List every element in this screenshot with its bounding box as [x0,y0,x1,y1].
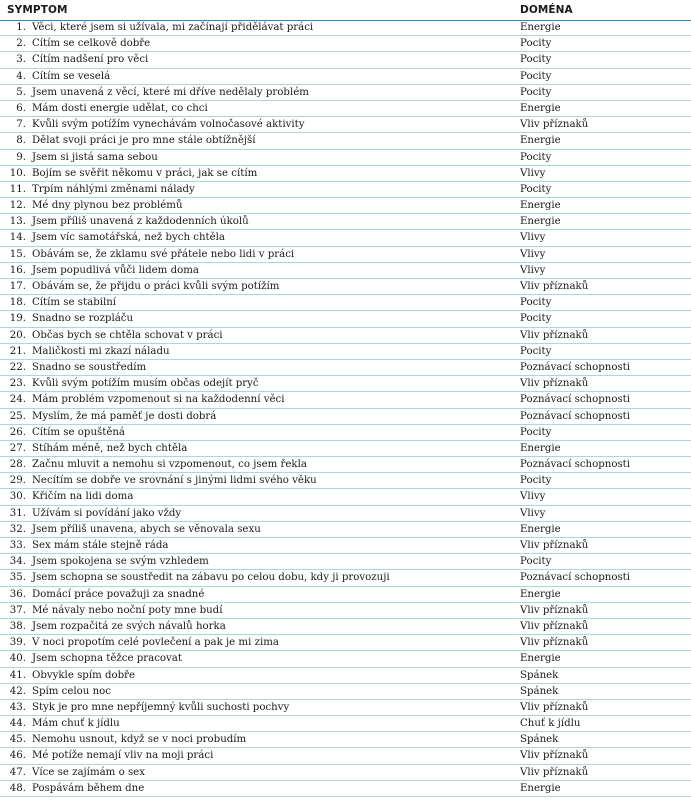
row-domain: Vlivy [520,264,546,276]
table-row [0,473,691,489]
row-symptom: Jsem unavená z věcí, které mi dříve nedělaly problém [32,86,309,98]
row-number: 37. [9,604,26,616]
row-domain: Vlivy [520,491,546,503]
row-domain: Vliv příznaků [520,766,589,778]
row-domain: Chuť k jídlu [520,718,581,730]
row-number: 6. [16,102,26,114]
table-row [0,279,691,295]
row-domain: Vliv příznaků [520,329,589,341]
table-row [0,668,691,684]
row-symptom: Jsem příliš unavena, abych se věnovala sexu [32,523,261,535]
row-number: 47. [9,766,26,778]
table-row [0,133,691,149]
row-domain: Vliv příznaků [520,750,589,762]
row-number: 5. [16,86,26,98]
table-row [0,554,691,570]
row-number: 33. [9,540,26,551]
table-row [0,328,691,344]
row-domain: Energie [520,782,561,794]
row-number: 23. [9,378,26,390]
row-symptom: Kvůli svým potížím vynechávám volnočasové aktivity [32,119,305,131]
row-symptom: Obvykle spím dobře [32,669,136,681]
table-row [0,20,691,36]
row-number: 21. [9,345,26,357]
table-row [0,166,691,182]
table-row [0,522,691,538]
row-symptom: Cítím se stabilní [32,297,117,309]
row-symptom: Bojím se svěřit někomu v práci, jak se cítím [32,167,258,179]
row-domain: Energie [520,216,561,228]
row-number: 39. [9,637,26,649]
row-domain: Vliv příznaků [520,540,589,551]
table-row [0,295,691,311]
row-number: 41. [9,669,26,681]
row-number: 46. [9,750,26,762]
row-domain: Vlivy [520,167,546,179]
table-row [0,230,691,246]
row-symptom: Mám dosti energie udělat, co chci [32,102,208,114]
table-row [0,247,691,263]
row-symptom: Myslím, že má paměť je dosti dobrá [32,410,217,422]
table-row [0,732,691,748]
table-row [0,489,691,505]
row-symptom: Domácí práce považuji za snadné [32,588,205,600]
row-symptom: Mé návaly nebo noční poty mne budí [32,604,223,616]
row-domain: Pocity [520,70,552,82]
row-symptom: Sex mám stále stejně ráda [32,540,169,551]
row-domain: Spánek [520,685,559,697]
table-row [0,684,691,700]
header-domain: DOMÉNA [520,4,573,16]
row-domain: Energie [520,442,561,454]
row-symptom: Mé potíže nemají vliv na moji práci [32,750,214,762]
row-number: 14. [9,232,26,244]
row-domain: Energie [520,135,561,147]
row-symptom: Jsem si jistá sama sebou [32,151,158,163]
table-row [0,538,691,554]
row-domain: Pocity [520,556,552,568]
row-domain: Pocity [520,297,552,309]
table-row [0,651,691,667]
row-domain: Spánek [520,669,559,681]
row-symptom: Jsem spokojena se svým vzhledem [32,556,209,568]
row-symptom: Kvůli svým potížím musím občas odejít pryč [32,378,259,390]
table-row [0,263,691,279]
row-domain: Poznávací schopnosti [520,572,631,584]
row-symptom: Začnu mluvit a nemohu si vzpomenout, co jsem řekla [32,459,307,471]
table-row [0,376,691,392]
row-domain: Pocity [520,183,552,195]
row-symptom: Křičím na lidi doma [32,491,134,503]
row-symptom: Spím celou noc [32,685,111,697]
table-row [0,117,691,133]
table-row [0,603,691,619]
table-row [0,69,691,85]
table-row [0,85,691,101]
table-row [0,311,691,327]
row-domain: Poznávací schopnosti [520,394,631,406]
row-symptom: Snadno se rozpláču [32,313,134,325]
row-number: 31. [9,507,26,519]
row-symptom: Stíhám méně, než bych chtěla [32,442,188,454]
row-number: 22. [9,361,26,373]
row-domain: Energie [520,102,561,114]
row-domain: Energie [520,588,561,600]
row-domain: Vliv příznaků [520,620,589,632]
row-domain: Poznávací schopnosti [520,410,631,422]
table-row [0,700,691,716]
row-domain: Vliv příznaků [520,701,589,713]
row-number: 30. [9,491,26,503]
table-row [0,457,691,473]
table-row [0,765,691,781]
table-row [0,392,691,408]
table-row [0,198,691,214]
row-number: 18. [9,297,26,309]
row-number: 3. [16,54,26,66]
row-symptom: Jsem schopna těžce pracovat [32,653,182,665]
table-row [0,635,691,651]
row-domain: Pocity [520,38,552,50]
row-number: 28. [9,459,26,471]
row-number: 45. [9,734,26,746]
row-domain: Pocity [520,345,552,357]
row-symptom: Nemohu usnout, když se v noci probudím [32,734,247,746]
row-symptom: Mám chuť k jídlu [32,718,120,730]
row-symptom: Užívám si povídání jako vždy [32,507,182,519]
row-number: 12. [9,200,26,212]
row-symptom: Maličkosti mi zkazí náladu [32,345,170,357]
table-row [0,409,691,425]
table-row [0,781,691,797]
row-domain: Vlivy [520,232,546,244]
row-number: 48. [9,782,26,794]
row-symptom: Cítím nadšení pro věci [32,54,149,66]
row-number: 20. [9,329,26,341]
table-row [0,150,691,166]
row-number: 34. [9,556,26,568]
row-domain: Vliv příznaků [520,604,589,616]
row-number: 13. [9,216,26,228]
row-symptom: Jsem schopna se soustředit na zábavu po celou dobu, kdy ji provozuji [32,572,390,584]
row-domain: Vliv příznaků [520,281,589,292]
row-symptom: Trpím náhlými změnami nálady [32,183,195,195]
row-domain: Vliv příznaků [520,637,589,649]
row-number: 35. [9,572,26,584]
row-number: 26. [9,426,26,438]
row-symptom: Mé dny plynou bez problémů [32,200,183,212]
table-row [0,360,691,376]
table-row [0,36,691,52]
row-domain: Pocity [520,54,552,66]
row-symptom: Věci, které jsem si užívala, mi začínají přidělávat práci [32,22,314,33]
row-domain: Pocity [520,475,552,487]
row-symptom: V noci propotím celé povlečení a pak je mi zima [32,637,279,649]
row-number: 29. [9,475,26,487]
row-number: 10. [9,167,26,179]
row-domain: Vliv příznaků [520,378,589,390]
row-number: 2. [16,38,26,50]
row-symptom: Styk je pro mne nepříjemný kvůli suchosti pochvy [32,701,290,713]
row-number: 9. [16,151,26,163]
row-number: 4. [16,70,26,82]
table-header [0,0,691,21]
row-domain: Energie [520,200,561,212]
row-domain: Pocity [520,151,552,163]
table-row [0,587,691,603]
row-number: 27. [9,442,26,454]
row-domain: Spánek [520,734,559,746]
row-symptom: Cítím se opuštěná [32,426,126,438]
row-domain: Vlivy [520,248,546,260]
row-symptom: Dělat svoji práci je pro mne stále obtížnější [32,135,256,147]
row-number: 19. [9,313,26,325]
table-row [0,619,691,635]
row-number: 1. [16,22,26,33]
row-domain: Vliv příznaků [520,119,589,131]
row-domain: Pocity [520,86,552,98]
table-row [0,506,691,522]
row-number: 43. [9,701,26,713]
table-row [0,344,691,360]
row-domain: Energie [520,523,561,535]
row-domain: Poznávací schopnosti [520,459,631,471]
row-symptom: Necítím se dobře ve srovnání s jinými lidmi svého věku [32,475,317,487]
row-symptom: Obávám se, že přijdu o práci kvůli svým potížím [32,281,280,292]
row-symptom: Více se zajímám o sex [32,766,145,778]
row-domain: Pocity [520,426,552,438]
table-row [0,52,691,68]
table-row [0,441,691,457]
row-number: 38. [9,620,26,632]
row-number: 16. [9,264,26,276]
row-domain: Pocity [520,313,552,325]
table-row [0,570,691,586]
row-number: 36. [9,588,26,600]
row-number: 25. [9,410,26,422]
row-symptom: Obávám se, že zklamu své přátele nebo lidi v práci [32,248,295,260]
row-symptom: Občas bych se chtěla schovat v práci [32,329,223,341]
row-symptom: Cítím se celkově dobře [32,38,151,50]
row-symptom: Jsem popudlivá vůči lidem doma [32,264,199,276]
row-domain: Poznávací schopnosti [520,361,631,373]
row-symptom: Jsem rozpačitá ze svých návalů horka [32,620,226,632]
header-symptom: SYMPTOM [7,4,68,16]
row-number: 8. [16,135,26,147]
table-row [0,425,691,441]
table-row [0,214,691,230]
row-symptom: Pospávám během dne [32,782,145,794]
row-symptom: Jsem víc samotářská, než bych chtěla [32,232,225,244]
row-symptom: Cítím se veselá [32,70,111,82]
row-domain: Energie [520,22,561,33]
row-number: 24. [9,394,26,406]
table-body [0,20,691,797]
table-row [0,182,691,198]
table-row [0,748,691,764]
row-number: 40. [9,653,26,665]
row-domain: Energie [520,653,561,665]
row-number: 42. [9,685,26,697]
row-number: 11. [9,183,26,195]
row-symptom: Snadno se soustředím [32,361,147,373]
row-symptom: Mám problém vzpomenout si na každodenní věci [32,394,285,406]
row-symptom: Jsem příliš unavená z každodenních úkolů [32,216,249,228]
row-number: 32. [9,523,26,535]
table-row [0,101,691,117]
row-number: 7. [16,119,26,131]
table-row [0,716,691,732]
row-number: 15. [9,248,26,260]
row-number: 17. [9,281,26,292]
row-domain: Vlivy [520,507,546,519]
row-number: 44. [9,718,26,730]
